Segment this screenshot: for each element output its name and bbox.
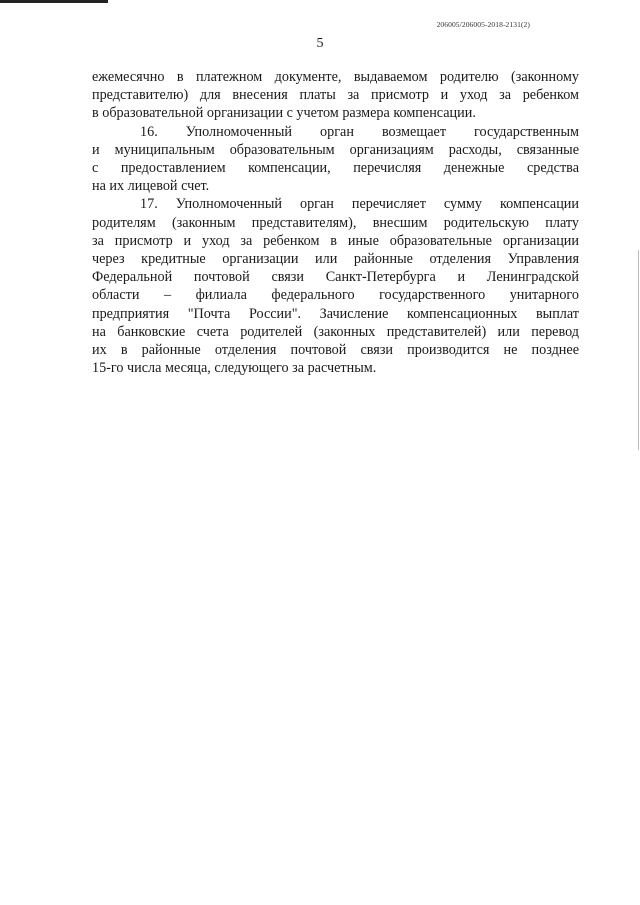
paragraph-continuation — [92, 68, 579, 123]
text-line: и муниципальным образовательным организациям расходы, связанные — [92, 141, 579, 158]
scan-artifact-line — [0, 0, 108, 3]
text-line: в образовательной организации с учетом размера компенсации. — [92, 105, 476, 122]
text-line: родителям (законным представителям), внесшим родительскую плату — [92, 214, 579, 231]
document-body — [92, 68, 579, 377]
text-line: за присмотр и уход за ребенком в иные образовательные организации — [92, 232, 579, 249]
text-line: Федеральной почтовой связи Санкт-Петербурга и Ленинградской — [92, 269, 579, 286]
text-line: через кредитные организации или районные отделения Управления — [92, 251, 579, 268]
scan-artifact-edge — [638, 250, 639, 450]
paragraph-17 — [92, 195, 579, 377]
text-line: на банковские счета родителей (законных представителей) или перевод — [92, 323, 579, 340]
text-line: ежемесячно в платежном документе, выдаваемом родителю (законному — [92, 69, 579, 85]
text-line: 17. Уполномоченный орган перечисляет сумму компенсации — [140, 196, 579, 213]
paragraph-16 — [92, 123, 579, 196]
text-line: области – филиала федерального государственного унитарного — [92, 287, 579, 304]
text-line: их в районные отделения почтовой связи производится не позднее — [92, 342, 579, 359]
text-line: с предоставлением компенсации, перечисляя денежные средства — [92, 160, 579, 177]
text-line: предприятия "Почта России". Зачисление компенсационных выплат — [92, 305, 579, 322]
page-number: 5 — [316, 36, 324, 51]
text-line: на их лицевой счет. — [92, 178, 210, 195]
text-line: 15-го числа месяца, следующего за расчетным. — [92, 360, 377, 377]
document-id: 206005/206005-2018-2131(2) — [436, 20, 530, 29]
text-line: 16. Уполномоченный орган возмещает государственным — [140, 123, 579, 140]
text-line: представителю) для внесения платы за присмотр и уход за ребенком — [92, 87, 579, 104]
